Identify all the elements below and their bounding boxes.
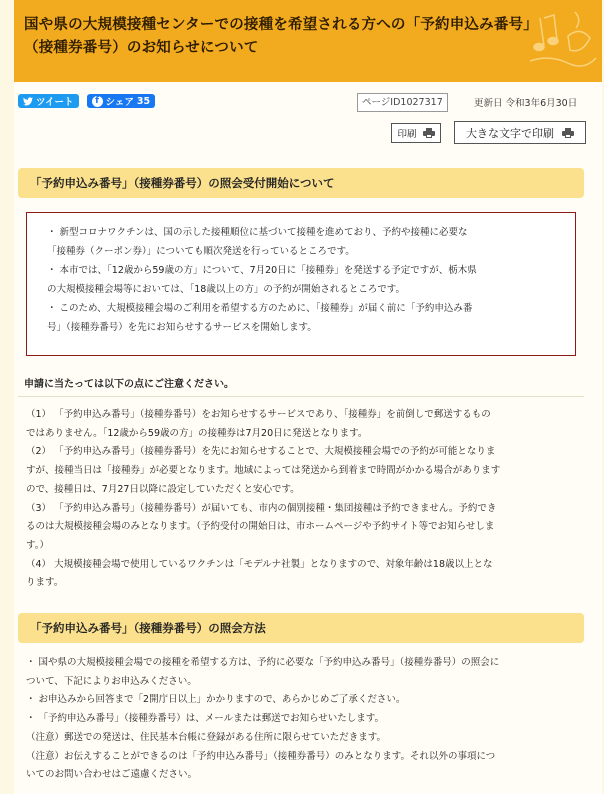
facebook-icon: f — [92, 96, 103, 107]
method-line: （注意）お伝えすることができるのは「予約申込み番号」（接種券番号）のみとなります。それ以外の事項につ — [26, 750, 496, 762]
large-print-label: 大きな文字で印刷 — [466, 126, 554, 140]
caution-notes — [26, 406, 580, 593]
notice-line: ・ 新型コロナワクチンは、国の示した接種順位に基づいて接種を進めており、予約や接種に必要な — [47, 227, 468, 238]
large-text-print-button[interactable] — [454, 121, 586, 144]
share-label: シェア — [105, 97, 134, 108]
method-line: ・ お申込みから回答まで「2開庁日以上」かかりますので、あらかじめご了承ください。 — [26, 694, 406, 706]
notice-line: ・ 本市では、「12歳から59歳の方」について、7月20日に「接種券」を発送する予定ですが、栃木県 — [47, 265, 477, 276]
section-heading-inquiry-method: 「予約申込み番号」（接種券番号）の照会方法 — [18, 613, 584, 643]
note-line: （2） 「予約申込み番号」（接種券番号）を先にお知らせすることで、大規模接種会場での予約が可能となりま — [26, 446, 496, 458]
notice-line: 「接種券（クーポン券）」についても順次発送を行っているところです。 — [47, 246, 355, 257]
page-title: 国や県の大規模接種センターでの接種を希望される方への「予約申込み番号」（接種券番号）のお知らせについて — [24, 17, 538, 56]
print-button[interactable] — [391, 123, 441, 143]
notice-line: ・ このため、大規模接種会場のご利用を希望する方のために、「接種券」が届く前に「予約申込み番 — [47, 303, 473, 314]
note-line: ります。 — [26, 577, 64, 589]
twitter-bird-icon — [23, 97, 33, 106]
method-line: （注意）郵送での発送は、住民基本台帳に登録がある住所に限らせていただきます。 — [26, 731, 386, 743]
note-line: （3） 「予約申込み番号」（接種券番号）が届いても、市内の個別接種・集団接種は予約できません。予約でき — [26, 502, 497, 514]
note-line: す。） — [26, 539, 49, 551]
note-line: すが、接種当日は「接種券」が必要となります。地域によっては発送から到着まで時間がかかる場合があります — [26, 465, 501, 477]
main-content — [14, 82, 602, 794]
tweet-button[interactable] — [18, 94, 79, 108]
notice-line: の大規模接種会場等においては、「18歳以上の方」の予約が開始されるところです。 — [47, 284, 405, 295]
page-id-badge: ページID1027317 — [357, 93, 448, 112]
print-label: 印刷 — [397, 129, 417, 140]
note-line: るのは大規模接種会場のみとなります。（予約受付の開始日は、市ホームページや予約サイト等でお知らせしま — [26, 521, 495, 533]
tweet-label: ツイート — [36, 97, 74, 108]
note-line: ので、接種日は、7月27日以降に設定していただくと安心です。 — [26, 483, 300, 495]
printer-icon — [423, 128, 435, 138]
share-buttons — [18, 94, 155, 108]
printer-icon — [562, 128, 574, 138]
page-title-bar — [14, 0, 602, 82]
note-line: （4） 大規模接種会場で使用しているワクチンは「モデルナ社製」となりますので、対象年齢は18歳以上とな — [26, 558, 493, 570]
notice-box — [26, 212, 576, 356]
notice-line: 号」（接種券番号）を先にお知らせするサービスを開始します。 — [47, 322, 317, 333]
updated-date: 更新日 令和3年6月30日 — [474, 98, 578, 109]
facebook-share-button[interactable] — [87, 94, 156, 108]
caution-subheading: 申請に当たっては以下の点にご注意ください。 — [24, 379, 234, 390]
section-heading-inquiry-start: 「予約申込み番号」（接種券番号）の照会受付開始について — [18, 168, 584, 198]
note-line: ではありません。「12歳から59歳の方」の接種券は7月20日に発送となります。 — [26, 427, 368, 439]
method-line: ついて、下記によりお申込みください。 — [26, 675, 197, 687]
music-note-decoration-icon — [520, 6, 598, 76]
method-line: ・ 国や県の大規模接種会場での接種を希望する方は、予約に必要な「予約申込み番号」（接種券番号）の照会に — [26, 657, 500, 668]
inquiry-method-list — [26, 654, 580, 785]
note-line: （1） 「予約申込み番号」（接種券番号）をお知らせするサービスであり、「接種券」を前倒しで郵送するもの — [26, 409, 491, 420]
method-line: いてのお問い合わせはご遠慮ください。 — [26, 769, 198, 781]
share-count: 35 — [136, 95, 151, 107]
method-line: ・ 「予約申込み番号」（接種券番号）は、メールまたは郵送でお知らせいたします。 — [26, 713, 385, 725]
divider — [18, 396, 584, 397]
